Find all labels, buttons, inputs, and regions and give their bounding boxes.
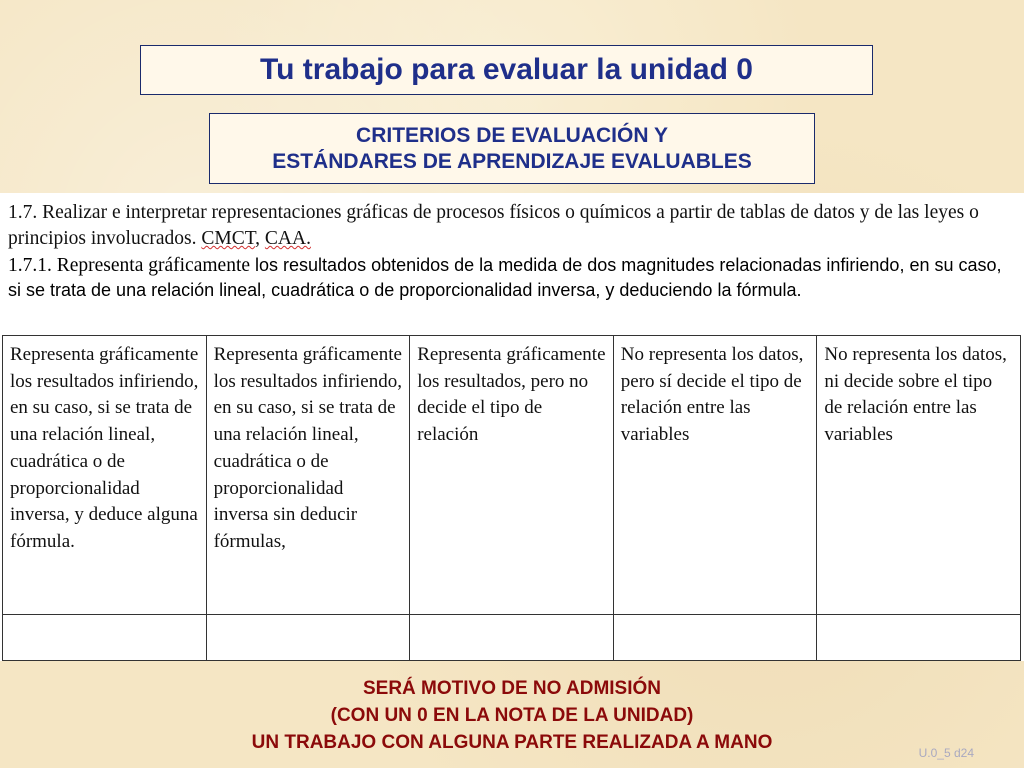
rubric-level-3: Representa gráficamente los resultados, pero no decide el tipo de relación xyxy=(410,336,614,615)
criterion-text xyxy=(8,200,1016,252)
rubric-level-4: No representa los datos, pero sí decide el tipo de relación entre las variables xyxy=(613,336,817,615)
rubric-score-cell xyxy=(817,615,1021,661)
standard-text xyxy=(8,253,1018,302)
rubric-level-5: No representa los datos, ni decide sobre el tipo de relación entre las variables xyxy=(817,336,1021,615)
warning-line-1: SERÁ MOTIVO DE NO ADMISIÓN xyxy=(362,678,662,699)
page-title: Tu trabajo para evaluar la unidad 0 xyxy=(260,53,753,86)
rubric-levels-row xyxy=(3,336,1021,615)
title-box xyxy=(140,45,873,95)
document-excerpt xyxy=(0,193,1024,661)
rubric-score-cell xyxy=(3,615,207,661)
rubric-table xyxy=(2,335,1021,661)
warning-line-2: (CON UN 0 EN LA NOTA DE LA UNIDAD) xyxy=(330,705,694,726)
rubric-score-cell xyxy=(206,615,410,661)
rubric-level-2: Representa gráficamente los resultados infiriendo, en su caso, si se trata de una relación lineal, cuadrática o de proporcionalidad inversa sin deducir fórmulas, xyxy=(206,336,410,615)
warning-line-3: UN TRABAJO CON ALGUNA PARTE REALIZADA A MANO xyxy=(251,732,773,753)
subtitle-line-2: ESTÁNDARES DE APRENDIZAJE EVALUABLES xyxy=(272,149,752,173)
rubric-score-row xyxy=(3,615,1021,661)
subtitle-box xyxy=(209,113,815,184)
standard-prefix: 1.7.1. Representa gráficamente xyxy=(8,255,251,276)
standard-body: los resultados obtenidos de la medida de dos magnitudes relacionadas infiriendo, en su caso, si se trata de una relación lineal, cuadrática o de proporcionalidad inversa, y deduciendo la fórmula. xyxy=(8,255,1002,300)
criterion-body: 1.7. Realizar e interpretar representaciones gráficas de procesos físicos o químicos a partir de tablas de datos y de las leyes o principios involucrados. xyxy=(8,202,979,249)
admission-warning xyxy=(0,675,1024,756)
rubric-score-cell xyxy=(613,615,817,661)
criterion-code-cmct: CMCT xyxy=(201,228,256,249)
rubric-level-1: Representa gráficamente los resultados infiriendo, en su caso, si se trata de una relación lineal, cuadrática o de proporcionalidad inversa, y deduce alguna fórmula. xyxy=(3,336,207,615)
subtitle-line-1: CRITERIOS DE EVALUACIÓN Y xyxy=(356,123,668,147)
rubric-score-cell xyxy=(410,615,614,661)
criterion-code-caa: CAA. xyxy=(264,228,311,249)
criterion-code-separator: , xyxy=(255,228,261,249)
slide-code: U.0_5 d24 xyxy=(918,746,974,760)
